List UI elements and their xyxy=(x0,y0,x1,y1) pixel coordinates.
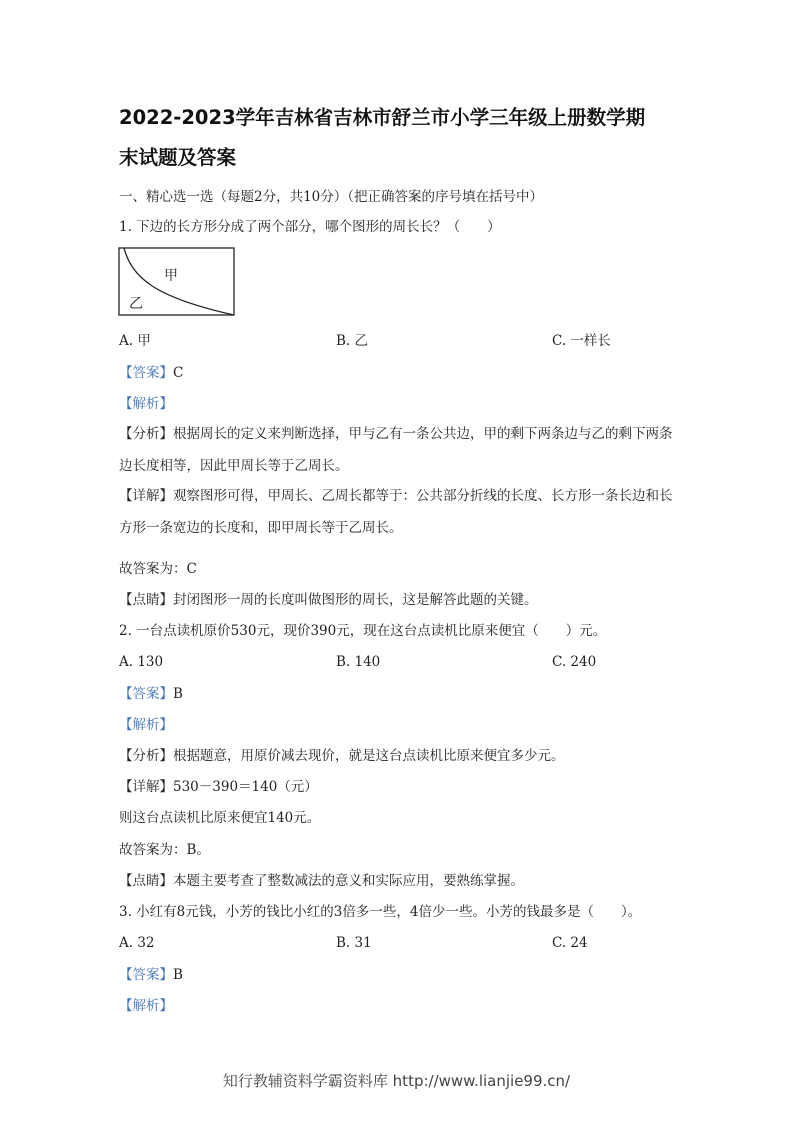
q1-xiangjie xyxy=(119,481,679,544)
q2-dianjing-text: 本题主要考查了整数减法的意义和实际应用，要熟练掌握。 xyxy=(173,873,524,889)
q2-analysis-heading xyxy=(119,715,173,735)
q1-dianjing xyxy=(119,590,538,610)
q2-conclusion: 故答案为：B。 xyxy=(119,842,210,858)
answer-tag: 【答案】 xyxy=(119,686,173,702)
answer-tag: 【答案】 xyxy=(119,967,173,983)
fenxi-tag: 【分析】 xyxy=(119,748,173,764)
q1-option-a: A. 甲 xyxy=(119,333,151,349)
section-heading: 一、精心选一选（每题2分，共10分）（把正确答案的序号填在括号中） xyxy=(119,189,544,205)
q3-option-b: B. 31 xyxy=(336,935,372,951)
q1-dianjing-text: 封闭图形一周的长度叫做图形的周长，这是解答此题的关键。 xyxy=(173,592,538,608)
q3-option-a: A. 32 xyxy=(119,935,155,951)
q3-option-c: C. 24 xyxy=(552,935,588,951)
doc-title-line2: 末试题及答案 xyxy=(119,146,237,169)
q2-answer-value: B xyxy=(173,686,183,702)
analysis-tag: 【解析】 xyxy=(119,396,173,412)
dianjing-tag: 【点睛】 xyxy=(119,873,173,889)
q1-fenxi xyxy=(119,419,679,482)
footer-watermark: 知行教辅资料学霸资料库 http://www.lianjie99.cn/ xyxy=(222,1072,571,1090)
analysis-tag: 【解析】 xyxy=(119,717,173,733)
q1-analysis-heading xyxy=(119,394,173,414)
q2-fenxi xyxy=(119,746,565,766)
q2-answer xyxy=(119,684,183,704)
q3-analysis-heading xyxy=(119,996,173,1016)
q1-xiangjie-text: 观察图形可得，甲周长、乙周长都等于：公共部分折线的长度、长方形一条长边和长方形一条宽边的长度和，即甲周长等于乙周长。 xyxy=(119,488,673,536)
q1-figure xyxy=(118,247,236,317)
xiangjie-tag: 【详解】 xyxy=(119,779,173,795)
figure-label-jia: 甲 xyxy=(164,268,178,284)
doc-title-line1: 2022-2023学年吉林省吉林市舒兰市小学三年级上册数学期 xyxy=(119,106,646,129)
q3-answer xyxy=(119,965,183,985)
q1-answer xyxy=(119,363,183,383)
fenxi-tag: 【分析】 xyxy=(119,426,173,442)
q2-xiangjie-text: 530－390＝140（元） xyxy=(173,779,318,795)
dianjing-tag: 【点睛】 xyxy=(119,592,173,608)
q1-answer-value: C xyxy=(173,365,184,381)
q1-option-b: B. 乙 xyxy=(336,333,369,349)
q1-question: 1. 下边的长方形分成了两个部分，哪个图形的周长长？（ ） xyxy=(119,219,501,235)
q1-conclusion: 故答案为：C xyxy=(119,561,197,577)
q2-explain: 则这台点读机比原来便宜140元。 xyxy=(119,810,321,826)
q3-question: 3. 小红有8元钱，小芳的钱比小红的3倍多一些，4倍少一些。小芳的钱最多是（ ）。 xyxy=(119,904,642,920)
doc-title xyxy=(119,98,689,178)
q2-xiangjie xyxy=(119,777,318,797)
q2-dianjing xyxy=(119,871,524,891)
q2-option-c: C. 240 xyxy=(552,654,597,670)
q1-fenxi-text: 根据周长的定义来判断选择，甲与乙有一条公共边，甲的剩下两条边与乙的剩下两条边长度相等，因此甲周长等于乙周长。 xyxy=(119,426,673,474)
q2-option-a: A. 130 xyxy=(119,654,164,670)
xiangjie-tag: 【详解】 xyxy=(119,488,173,504)
figure-label-yi: 乙 xyxy=(129,296,143,312)
answer-tag: 【答案】 xyxy=(119,365,173,381)
q2-option-b: B. 140 xyxy=(336,654,381,670)
analysis-tag: 【解析】 xyxy=(119,998,173,1014)
q2-question: 2. 一台点读机原价530元，现价390元，现在这台点读机比原来便宜（ ）元。 xyxy=(119,623,607,639)
q1-option-c: C. 一样长 xyxy=(552,333,611,349)
q2-fenxi-text: 根据题意，用原价减去现价，就是这台点读机比原来便宜多少元。 xyxy=(173,748,565,764)
q3-answer-value: B xyxy=(173,967,183,983)
